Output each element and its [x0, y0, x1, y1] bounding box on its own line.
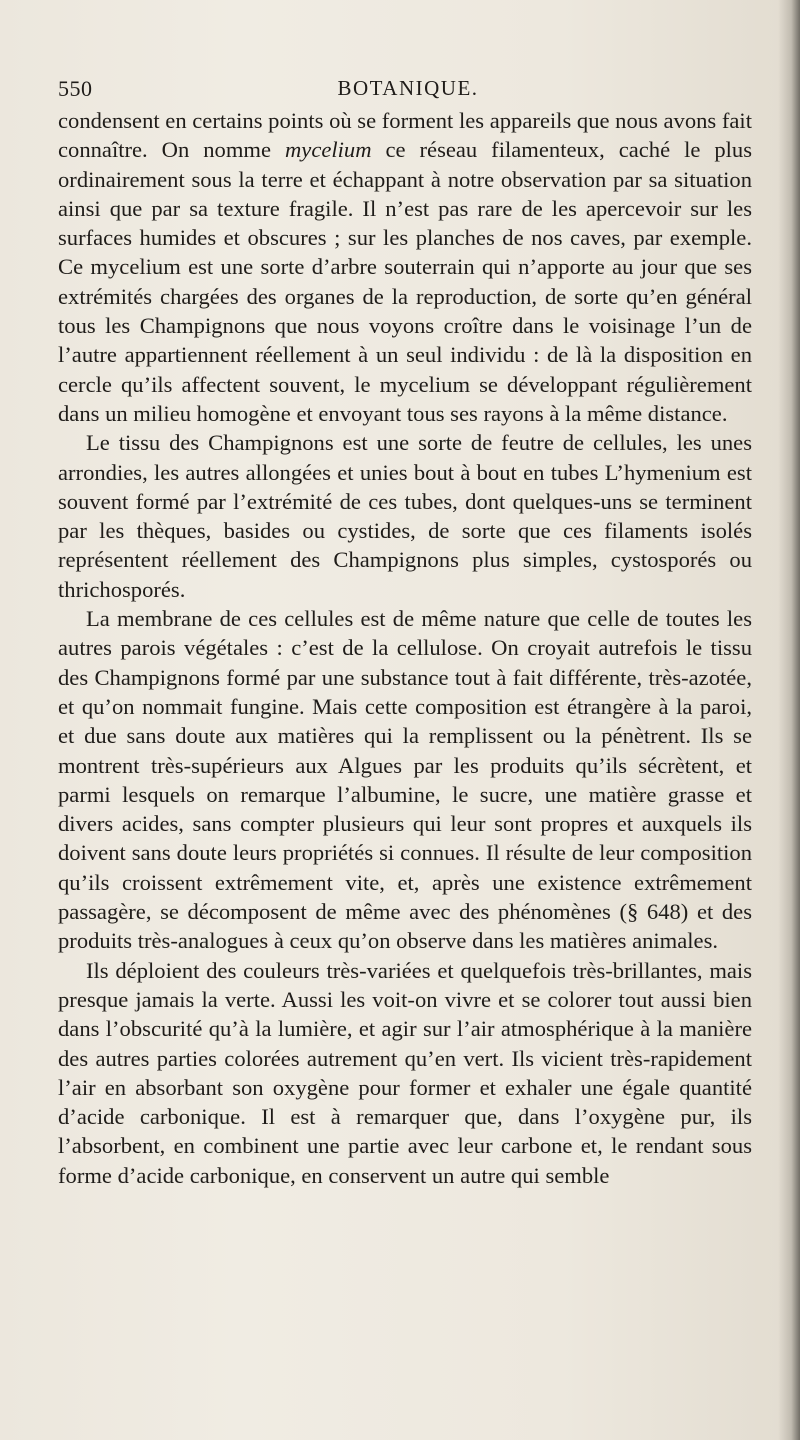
running-title: BOTANIQUE.: [337, 76, 479, 100]
italic-term-mycelium: mycelium: [284, 137, 372, 163]
page-header: [58, 76, 758, 106]
paragraph-mycelium: [58, 106, 752, 428]
paragraph-text-part: condensent en certains points où se forment les appareils que nous avons fait connaître. On nomme: [58, 108, 752, 163]
page-number: 550: [58, 76, 93, 101]
page-edge-shadow: [778, 0, 800, 1440]
paragraph-tissue: Le tissu des Champignons est une sorte de feutre de cellules, les unes arrondies, les autres allongées et unies bout à bout en tubes L’hymenium est souvent formé par l’extrémité de ces tubes, dont quelques-uns se terminent par les thèques, basides ou cystides, de sorte que ces filaments isolés représentent réellement des Champignons plus simples, cystosporés ou thrichosporés.: [58, 430, 752, 602]
paragraph-membrane: La membrane de ces cellules est de même nature que celle de toutes les autres parois végétales : c’est de la cellulose. On croyait autrefois le tissu des Champignons formé par une substance tout à fait différente, très-azotée, et qu’on nommait fungine. Mais cette composition est étrangère à la paroi, et due sans doute aux matières qui la remplissent ou la pénètrent. Ils se montrent très-supérieurs aux Algues par les produits qu’ils sécrètent, et parmi lesquels on remarque l’albumine, le sucre, une matière grasse et divers acides, sans compter plusieurs qui leur sont propres et auxquels ils doivent sans doute leurs propriétés si connues. Il résulte de leur composition qu’ils croissent extrêmement vite, et, après une existence extrêmement passagère, se décomposent de même avec des phénomènes (§ 648) et des produits très-analogues à ceux qu’on observe dans les matières animales.: [58, 606, 752, 954]
body-text: [58, 106, 752, 1190]
paragraph-colors: Ils déploient des couleurs très-variées et quelquefois très-brillantes, mais presque jamais la verte. Aussi les voit-on vivre et se colorer tout aussi bien dans l’obscurité qu’à la lumière, et agir sur l’air atmosphérique à la manière des autres parties colorées autrement qu’en vert. Ils vicient très-rapidement l’air en absorbant son oxygène pour former et exhaler une égale quantité d’acide carbonique. Il est à remarquer que, dans l’oxygène pur, ils l’absorbent, en combinent une partie avec leur carbone et, le rendant sous forme d’acide carbonique, en conservent un autre qui semble: [58, 957, 752, 1188]
paragraph-text-part: ce réseau filamenteux, caché le plus ordinairement sous la terre et échappant à notre observation par sa situation ainsi que par sa texture fragile. Il n’est pas rare de les apercevoir sur les surfaces humides et obscures ; sur les planches de nos caves, par exemple. Ce mycelium est une sorte d’arbre souterrain qui n’apporte au jour que ses extrémités chargées des organes de la reproduction, de sorte qu’en général tous les Champignons que nous voyons croître dans le voisinage l’un de l’autre appartiennent réellement à un seul individu : de là la disposition en cercle qu’ils affectent souvent, le mycelium se développant régulièrement dans un milieu homogène et envoyant tous ses rayons à la même distance.: [58, 137, 752, 426]
